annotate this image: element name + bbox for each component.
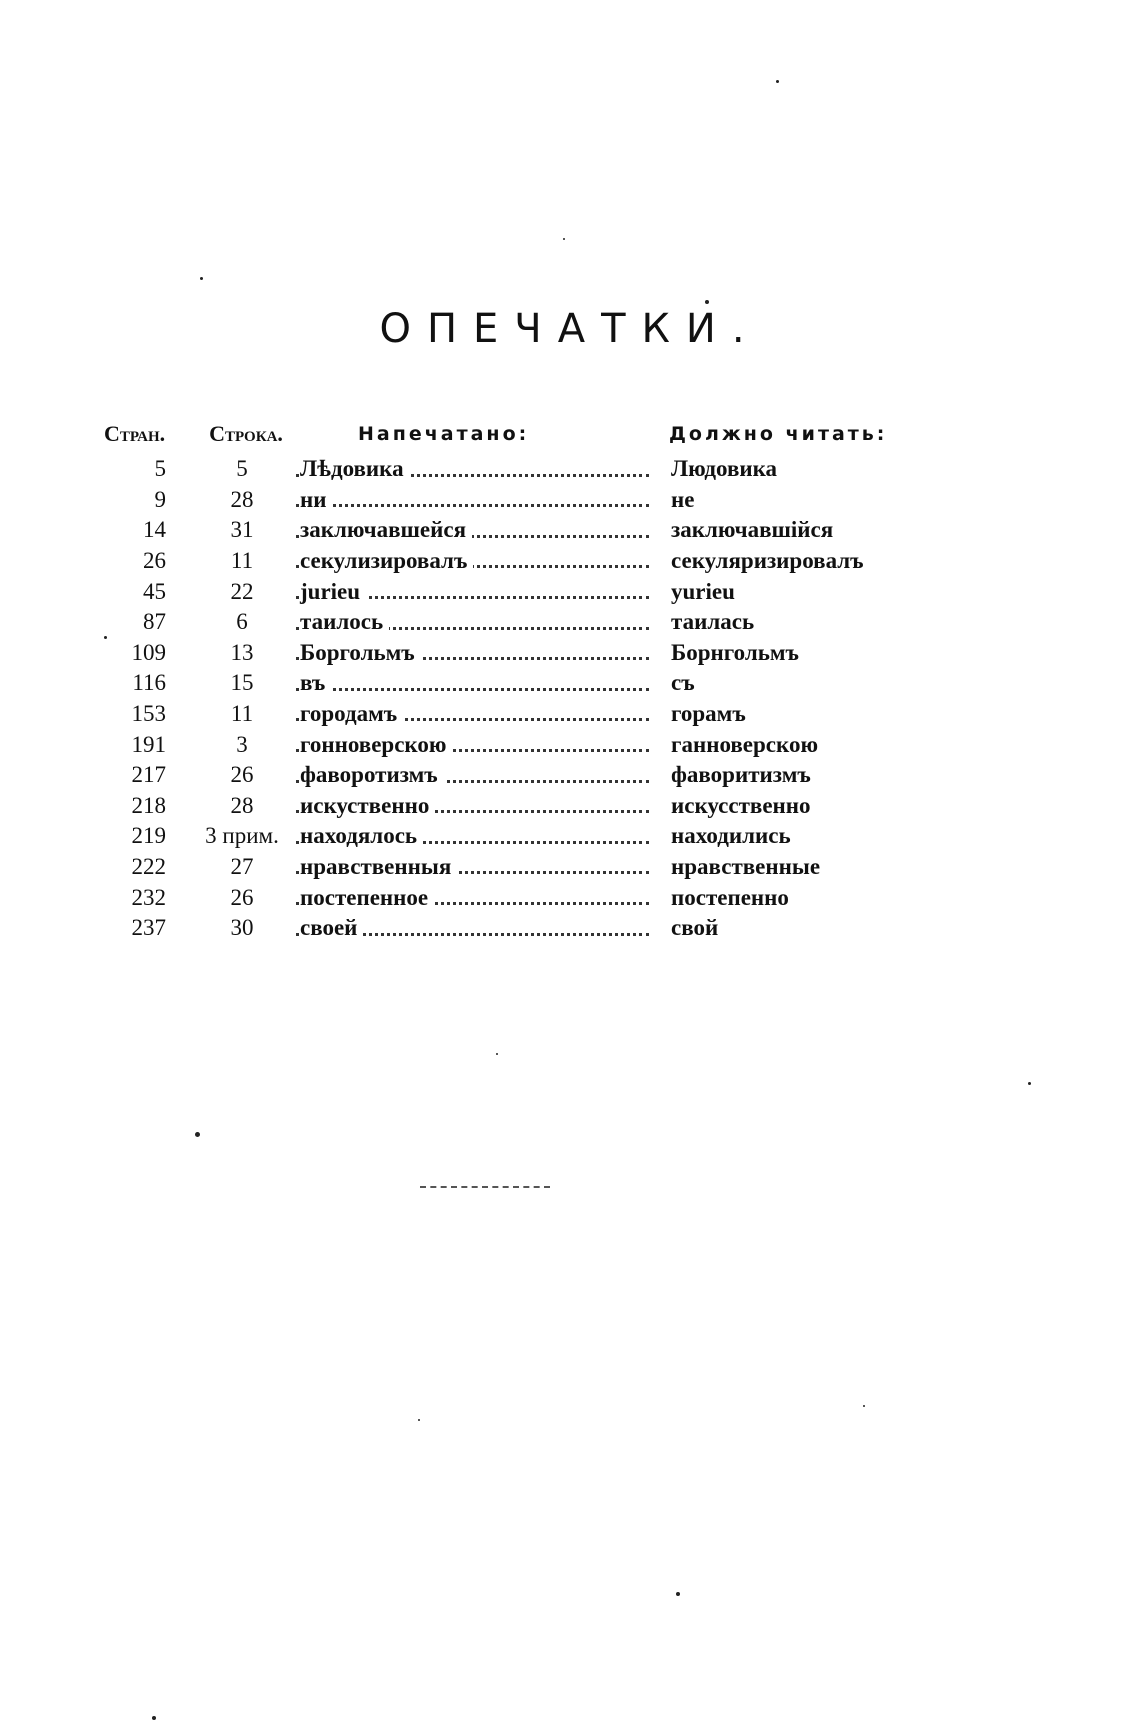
- cell-page: 14: [143, 517, 166, 543]
- cell-page: 45: [143, 578, 166, 604]
- cell-page: 116: [132, 670, 166, 696]
- cell-line: 22: [230, 578, 254, 604]
- cell-line: 30: [230, 915, 254, 941]
- printed-text: Боргольмъ: [300, 640, 421, 665]
- cell-page: 222: [131, 854, 166, 880]
- cell-correct: свой: [671, 915, 719, 941]
- cell-correct: не: [671, 486, 695, 512]
- printed-text: находялось: [300, 823, 423, 848]
- cell-line: 11: [230, 548, 254, 574]
- cell-page: 217: [131, 762, 166, 788]
- cell-correct: Борнгольмъ: [671, 639, 799, 665]
- cell-line: 6: [236, 609, 248, 635]
- cell-printed: [296, 852, 663, 883]
- speck: [863, 1405, 865, 1407]
- cell-line: 11: [230, 701, 254, 727]
- table-row: [104, 729, 949, 760]
- speck: [152, 1716, 156, 1720]
- cell-page: 218: [131, 792, 166, 818]
- speck: [200, 277, 203, 280]
- cell-correct: фаворитизмъ: [671, 762, 811, 788]
- closing-rule: [420, 1186, 550, 1188]
- cell-printed: [296, 607, 663, 638]
- cell-page: 26: [143, 548, 166, 574]
- printed-text: городамъ: [300, 701, 403, 726]
- cell-line: 13: [230, 639, 254, 665]
- header-printed: Напечатано:: [358, 423, 530, 445]
- printed-text: своей: [300, 915, 363, 940]
- table-row: [104, 576, 949, 607]
- cell-correct: заключавшійся: [671, 517, 834, 543]
- cell-printed: [296, 913, 663, 944]
- table-row: [104, 515, 949, 546]
- cell-line: 28: [230, 792, 254, 818]
- cell-printed: [296, 821, 663, 852]
- cell-page: 237: [131, 915, 166, 941]
- cell-line: 31: [230, 517, 254, 543]
- printed-text: гонноверскою: [300, 732, 452, 757]
- printed-text: постепенное: [300, 885, 434, 910]
- cell-printed: [296, 546, 663, 577]
- printed-text: секулизировалъ: [300, 548, 473, 573]
- table-row: [104, 913, 949, 944]
- printed-text: искуственно: [300, 793, 435, 818]
- header-correct: Должно читать:: [669, 423, 888, 445]
- cell-printed: [296, 760, 663, 791]
- cell-printed: [296, 485, 663, 516]
- cell-printed: [296, 882, 663, 913]
- speck: [418, 1419, 420, 1421]
- cell-page: 109: [131, 639, 166, 665]
- cell-correct: ганноверскою: [671, 731, 819, 757]
- cell-line: 3 прим.: [205, 823, 279, 849]
- table-header-row: [104, 420, 949, 454]
- cell-printed: [296, 515, 663, 546]
- cell-correct: постепенно: [671, 884, 789, 910]
- cell-printed: [296, 576, 663, 607]
- cell-page: 9: [154, 486, 166, 512]
- printed-text: Лѣдовика: [300, 456, 410, 481]
- speck: [705, 300, 709, 304]
- cell-correct: таилась: [671, 609, 755, 635]
- cell-correct: искусственно: [671, 792, 811, 818]
- cell-page: 219: [131, 823, 166, 849]
- printed-text: фаворотизмъ: [300, 762, 444, 787]
- printed-text: jurieu: [300, 579, 366, 604]
- printed-text: заключавшейся: [300, 517, 472, 542]
- speck: [195, 1132, 200, 1137]
- cell-correct: горамъ: [671, 701, 746, 727]
- speck: [496, 1053, 498, 1055]
- table-row: [104, 485, 949, 516]
- table-row: [104, 791, 949, 822]
- dot-leader: [296, 504, 649, 507]
- cell-page: 153: [131, 701, 166, 727]
- table-row: [104, 760, 949, 791]
- errata-body: [104, 454, 949, 944]
- printed-text: ни: [300, 487, 333, 512]
- table-row: [104, 699, 949, 730]
- speck: [104, 636, 107, 639]
- cell-line: 26: [230, 762, 254, 788]
- cell-page: 87: [143, 609, 166, 635]
- cell-printed: [296, 729, 663, 760]
- printed-text: нравственныя: [300, 854, 457, 879]
- cell-page: 5: [154, 456, 166, 482]
- table-row: [104, 546, 949, 577]
- cell-correct: нравственные: [671, 854, 821, 880]
- dot-leader: [296, 688, 649, 691]
- table-row: [104, 668, 949, 699]
- table-row: [104, 638, 949, 669]
- page-title: ОПЕЧАТКИ.: [379, 306, 761, 352]
- speck: [1028, 1082, 1031, 1085]
- speck: [776, 80, 779, 83]
- table-row: [104, 882, 949, 913]
- cell-page: 232: [131, 884, 166, 910]
- speck: [563, 238, 565, 240]
- table-row: [104, 852, 949, 883]
- cell-printed: [296, 668, 663, 699]
- cell-page: 191: [131, 731, 166, 757]
- header-line: Строка.: [209, 421, 283, 446]
- header-page: Стран.: [104, 421, 166, 446]
- cell-printed: [296, 699, 663, 730]
- cell-correct: Людовика: [671, 456, 778, 482]
- errata-table: [104, 420, 949, 944]
- cell-printed: [296, 454, 663, 485]
- cell-correct: секуляризировалъ: [671, 548, 864, 574]
- cell-correct: yurieu: [671, 578, 735, 604]
- cell-line: 3: [236, 731, 248, 757]
- printed-text: таилось: [300, 609, 389, 634]
- cell-correct: находились: [671, 823, 791, 849]
- table-row: [104, 821, 949, 852]
- printed-text: въ: [300, 670, 331, 695]
- cell-line: 26: [230, 884, 254, 910]
- speck: [676, 1592, 680, 1596]
- cell-correct: съ: [671, 670, 695, 696]
- cell-printed: [296, 791, 663, 822]
- cell-line: 27: [230, 854, 254, 880]
- cell-line: 5: [236, 456, 248, 482]
- cell-line: 15: [230, 670, 254, 696]
- table-row: [104, 454, 949, 485]
- table-row: [104, 607, 949, 638]
- cell-printed: [296, 638, 663, 669]
- cell-line: 28: [230, 486, 254, 512]
